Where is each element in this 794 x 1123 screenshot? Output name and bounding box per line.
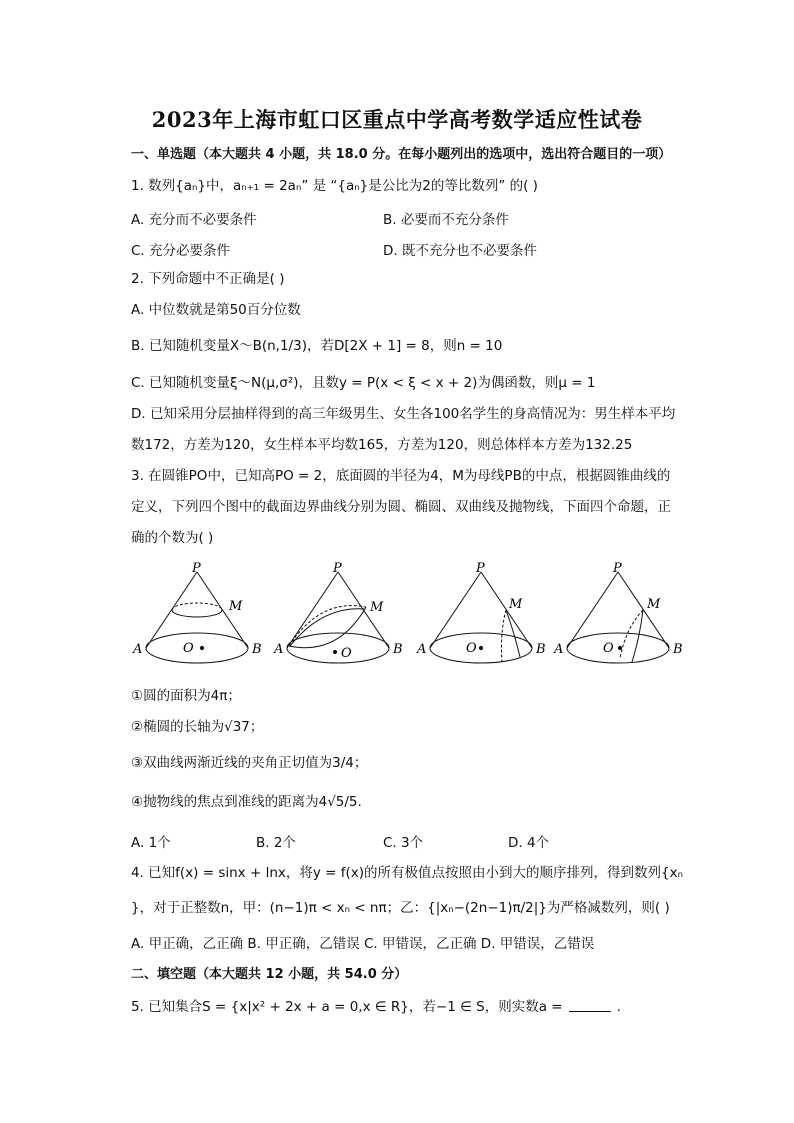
q1-stem: 1. 数列{aₙ}中，aₙ₊₁ = 2aₙ” 是 “{aₙ}是公比为2的等比数列” 的( )	[131, 178, 538, 194]
q2-stem: 2. 下列命题中不正确是( )	[131, 271, 285, 287]
q1-option-a: A. 充分而不必要条件	[131, 212, 257, 228]
q2-option-c: C. 已知随机变量ξ～N(μ,σ²)，且数y = P(x < ξ < x + 2)为偶函数，则μ = 1	[131, 375, 596, 391]
q5-line	[131, 998, 621, 1016]
q2-option-b: B. 已知随机变量X～B(n,1/3)，若D[2X + 1] = 8，则n = 10	[131, 338, 503, 354]
cone-figure-circle	[146, 572, 248, 663]
q2-option-d-line1: D. 已知采用分层抽样得到的高三年级男生、女生各100名学生的身高情况为：男生样本平均	[131, 406, 676, 422]
fig2-label-m: M	[370, 600, 384, 615]
q3-stem-line1: 3. 在圆锥PO中，已知高PO = 2，底面圆的半径为4，M为母线PB的中点，根据圆锥曲线的	[131, 468, 671, 484]
fig1-label-m: M	[229, 599, 243, 614]
q1-option-d: D. 既不充分也不必要条件	[383, 243, 537, 259]
q3-option-b: B. 2个	[256, 835, 296, 851]
fig2-label-p: P	[333, 561, 342, 576]
q3-statement-2: ②椭圆的长轴为√37；	[131, 719, 264, 735]
cone-figure-ellipse	[287, 572, 389, 663]
q3-option-c: C. 3个	[383, 835, 424, 851]
q3-statement-3: ③双曲线两渐近线的夹角正切值为3/4；	[131, 755, 368, 771]
fig4-label-o: O	[603, 641, 614, 656]
q5-stem: 5. 已知集合S = {x|x² + 2x + a = 0,x ∈ R}，若−1 ∈ S，则实数a =	[131, 999, 563, 1015]
q4-stem-line2: }，对于正整数n，甲：(n−1)π < xₙ < nπ；乙：{|xₙ−(2n−1)π/2|}为严格减数列，则( )	[131, 900, 670, 916]
q3-statement-4: ④抛物线的焦点到准线的距离为4√5/5.	[131, 794, 362, 810]
fig3-label-o: O	[466, 641, 477, 656]
fig1-label-o: O	[183, 641, 194, 656]
section-1-heading: 一、单选题（本大题共 4 小题，共 18.0 分。在每小题列出的选项中，选出符合题目的一项）	[131, 147, 672, 162]
q1-option-b: B. 必要而不充分条件	[383, 212, 509, 228]
q3-option-d: D. 4个	[508, 835, 550, 851]
fig3-label-b: B	[536, 642, 546, 657]
q2-option-d-line2: 数172，方差为120，女生样本平均数165，方差为120，则总体样本方差为132.25	[131, 437, 633, 453]
fig4-label-p: P	[613, 561, 622, 576]
section-2-heading: 二、填空题（本大题共 12 小题，共 54.0 分）	[131, 967, 408, 982]
fig1-label-b: B	[252, 642, 262, 657]
q1-option-c: C. 充分必要条件	[131, 243, 231, 259]
fig3-label-m: M	[509, 597, 523, 612]
fig3-label-p: P	[476, 561, 485, 576]
fig1-label-p: P	[192, 561, 201, 576]
q3-stem-line3: 确的个数为( )	[131, 530, 214, 546]
answer-blank[interactable]	[569, 999, 611, 1012]
fig3-label-a: A	[417, 642, 427, 657]
page-title: 2023年上海市虹口区重点中学高考数学适应性试卷	[151, 107, 643, 132]
q5-end: .	[616, 999, 621, 1015]
fig2-label-b: B	[393, 642, 403, 657]
fig2-label-o: O	[341, 646, 352, 661]
q3-statement-1: ①圆的面积为4π；	[131, 688, 241, 704]
cone-figure-parabola	[567, 572, 669, 663]
q4-options: A. 甲正确，乙正确 B. 甲正确，乙错误 C. 甲错误，乙正确 D. 甲错误，乙错误	[131, 936, 595, 952]
fig2-label-a: A	[274, 642, 284, 657]
cone-figures	[0, 560, 794, 670]
fig4-label-m: M	[647, 597, 661, 612]
fig4-label-a: A	[554, 642, 564, 657]
cone-figure-hyperbola	[430, 572, 532, 663]
q3-stem-line2: 定义，下列四个图中的截面边界曲线分别为圆、椭圆、双曲线及抛物线，下面四个命题，正	[131, 499, 671, 515]
q2-option-a: A. 中位数就是第50百分位数	[131, 302, 301, 318]
q4-stem-line1: 4. 已知f(x) = sinx + lnx，将y = f(x)的所有极值点按照由小到大的顺序排列，得到数列{xₙ	[131, 865, 683, 881]
fig1-label-a: A	[133, 642, 143, 657]
q3-option-a: A. 1个	[131, 835, 171, 851]
fig4-label-b: B	[673, 642, 683, 657]
